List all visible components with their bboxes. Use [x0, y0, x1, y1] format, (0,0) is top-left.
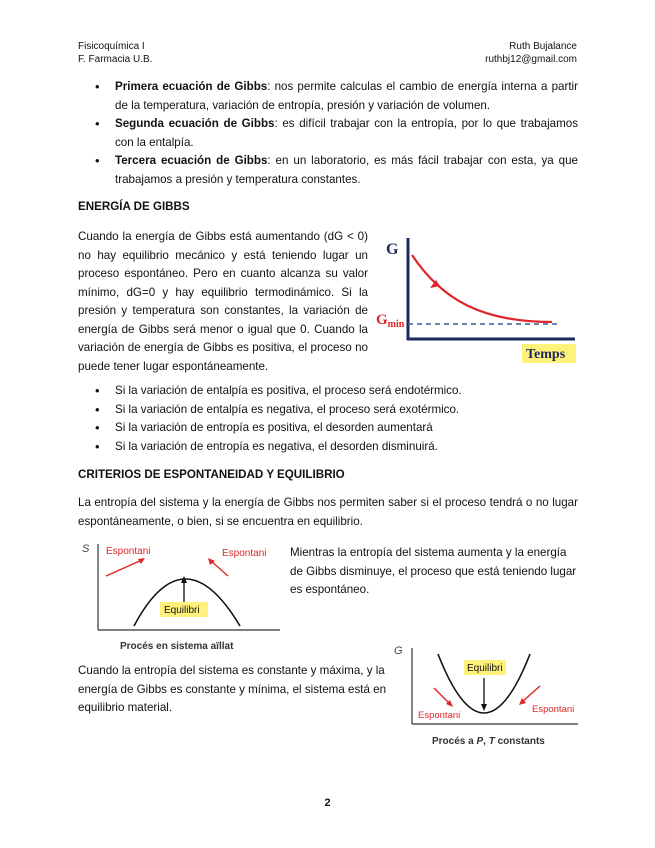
list-item: • Si la variación de entropía es negativa, el desorden disminuirá. [78, 438, 578, 457]
criteria-intro: La entropía del sistema y la energía de Gibbs nos permiten saber si el proceso tendrá o no lugar espontáneamente, o bien, si se encuentra en equilibrio. [78, 496, 578, 528]
header-right [470, 40, 577, 66]
spontaneous-right-label: Espontani [532, 704, 575, 715]
entropy-axis-label: S [82, 543, 90, 555]
list-item: • Segunda ecuación de Gibbs: es difícil trabajar con la entropía, por lo que trabajamos con la entalpía. [78, 115, 578, 152]
gibbs-min-caption: Procés a P, T constants [432, 736, 545, 747]
spontaneous-left-arrow [106, 560, 142, 576]
course-name: Fisicoquímica I [78, 41, 145, 52]
equilibrium-label: Equilibri [164, 605, 200, 616]
entropy-figure [76, 538, 288, 654]
process-bullets-list [78, 382, 578, 456]
spontaneous-left-label: Espontani [418, 710, 461, 721]
gibbs-axis-label: G [394, 645, 403, 657]
author-email: ruthbj12@gmail.com [485, 54, 577, 65]
spontaneous-right-arrow [522, 686, 540, 702]
list-item: • Si la variación de entalpía es negativa, el proceso será exotérmico. [78, 401, 578, 420]
gibbs-axis-label: G [386, 241, 399, 258]
entropy-caption: Procés en sistema aïllat [120, 641, 234, 652]
equilibrium-text: Cuando la entropía del sistema es constante y máxima, y la energía de Gibbs es constante y mínima, el sistema está en equilibrio material. [78, 664, 387, 714]
arrow-head-icon [481, 704, 487, 711]
spontaneous-left-arrow [434, 688, 450, 704]
page-number: 2 [324, 797, 331, 809]
section-title-gibbs: ENERGÍA DE GIBBS [78, 200, 190, 213]
gibbs-equations-list [78, 78, 578, 189]
list-item: • Primera ecuación de Gibbs: nos permite calculas el cambio de energía interna a partir de la temperatura, variación de entropía, presión y variación de volumen. [78, 78, 578, 115]
gibbs-time-figure [372, 230, 582, 368]
gibbs-min-figure [392, 642, 582, 752]
equilibrium-label: Equilibri [467, 663, 503, 674]
gibbs-curve [412, 255, 552, 322]
section-title-criteria: CRITERIOS DE ESPONTANEIDAD Y EQUILIBRIO [78, 468, 345, 481]
list-item: • Si la variación de entropía es positiva, el desorden aumentará [78, 419, 578, 438]
list-item: • Tercera ecuación de Gibbs: en un laboratorio, es más fácil trabajar con esta, ya que trabajamos a presión y temperatura constantes. [78, 152, 578, 189]
temps-label: Temps [526, 347, 566, 362]
spontaneous-left-label: Espontani [106, 546, 151, 557]
entropy-text: Mientras la entropía del sistema aumenta y la energía de Gibbs disminuye, el proceso que está teniendo lugar es espontáneo. [290, 546, 577, 596]
header-left [78, 40, 152, 66]
spontaneous-right-label: Espontani [222, 548, 267, 559]
faculty-name: F. Farmacia U.B. [78, 54, 153, 65]
gmin-label: $G_{min}$ [376, 312, 405, 330]
author-name: Ruth Bujalance [509, 41, 577, 52]
list-item: • Si la variación de entalpía es positiva, el proceso será endotérmico. [78, 382, 578, 401]
gibbs-paragraph: Cuando la energía de Gibbs está aumentando (dG < 0) no hay equilibrio mecánico y está teniendo lugar un proceso espontáneo. Pero en cuanto alcanza su valor mínimo, dG=0 y hay equilibrio termodinámico. Si la presión y temperatura son constantes, la variación de energía de Gibbs será menor o igual que 0. Cuando la variación de energía de Gibbs es positiva, el proceso no puede tener lugar espontáneamente. [78, 230, 368, 373]
